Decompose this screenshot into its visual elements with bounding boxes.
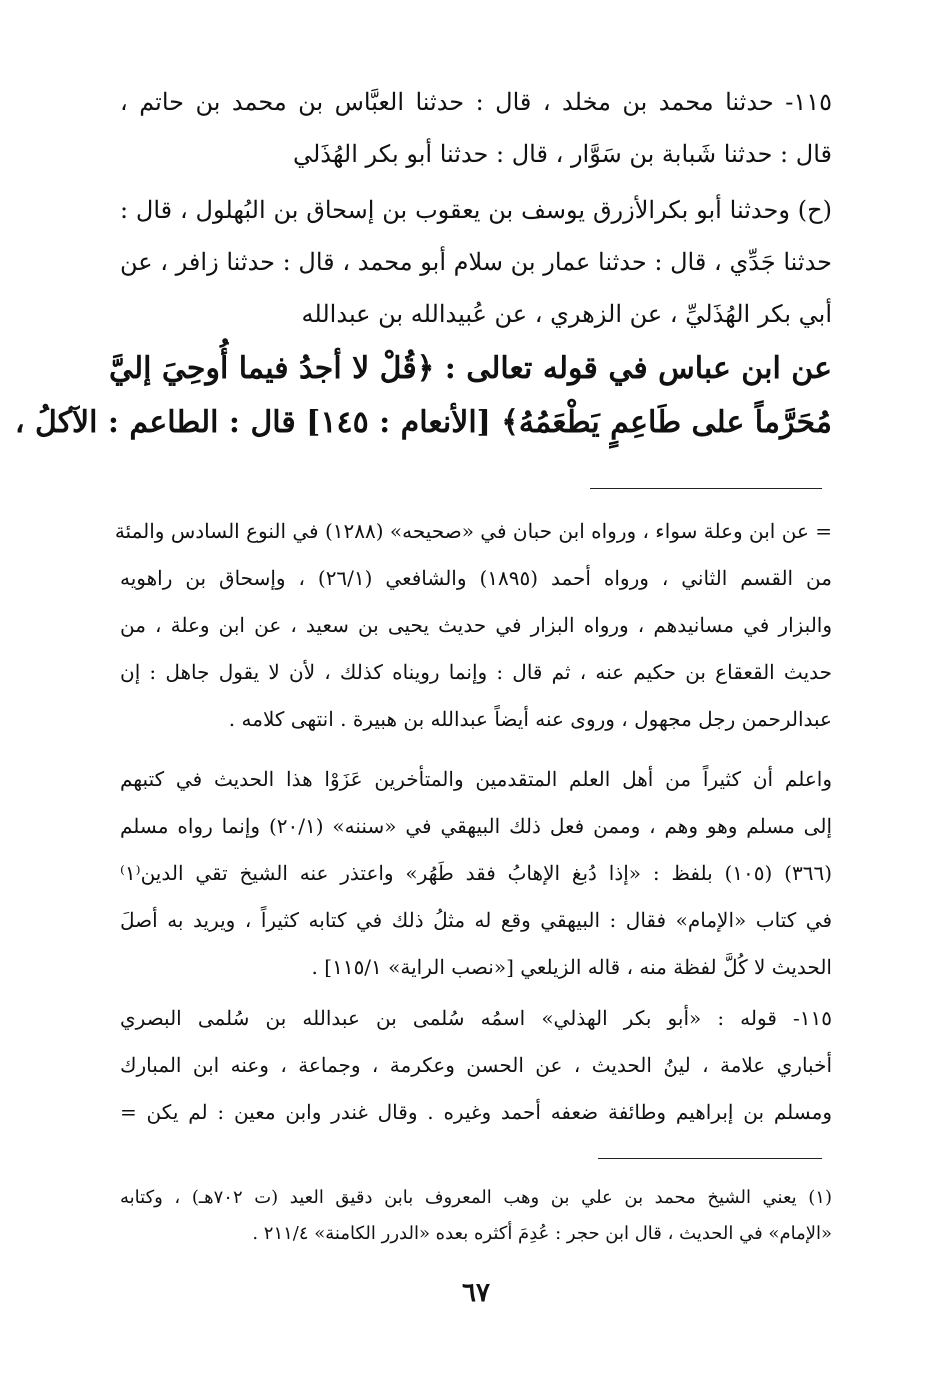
text-line: (٣٦٦) (١٠٥) بلفظ : «إذا دُبغ الإهابُ فقد طَهُر» واعتذر عنه الشيخ تقي الدين⁽١⁾ bbox=[120, 861, 832, 885]
hadith-isnad-second bbox=[120, 184, 832, 340]
text-line: عن ابن عباس في قوله تعالى : ﴿قُلْ لا أجدُ فيما أُوحِيَ إليَّ bbox=[108, 351, 832, 386]
text-line: = عن ابن وعلة سواء ، ورواه ابن حبان في «صحيحه» (١٢٨٨) في النوع السادس والمئة bbox=[114, 519, 832, 543]
text-line: من القسم الثاني ، ورواه أحمد (١٨٩٥) والشافعي (٢٦/١) ، وإسحاق بن راهويه bbox=[120, 566, 832, 590]
hadith-matn bbox=[14, 342, 832, 450]
commentary-paragraph bbox=[120, 995, 832, 1136]
footnote bbox=[120, 1180, 832, 1252]
text-line: قال : حدثنا شَبابة بن سَوَّار ، قال : حدثنا أبو بكر الهُذَلي bbox=[292, 140, 832, 168]
text-line: الحديث لا كُلَّ لفظة منه ، قاله الزيلعي [«نصب الراية» ١١٥/١] . bbox=[311, 955, 832, 979]
text-line: إلى مسلم وهو وهم ، وممن فعل ذلك البيهقي في «سننه» (٢٠/١) وإنما رواه مسلم bbox=[120, 814, 833, 838]
text-line: حديث القعقاع بن حكيم عنه ، ثم قال : وإنما رويناه كذلك ، لأن لا يقول جاهل : إن bbox=[120, 660, 832, 684]
text-line: حدثنا جَدِّي ، قال : حدثنا عمار بن سلام أبو محمد ، قال : حدثنا زافر ، عن bbox=[120, 248, 833, 276]
commentary-paragraph bbox=[120, 756, 832, 991]
text-line: أبي بكر الهُذَليِّ ، عن الزهري ، عن عُبيدالله بن عبدالله bbox=[301, 300, 832, 328]
text-line: ١١٥- قوله : «أبو بكر الهذلي» اسمُه سُلمى بن عبدالله بن سُلمى البصري bbox=[120, 1006, 832, 1030]
text-line: والبزار في مسانيدهم ، ورواه البزار في حديث يحيى بن سعيد ، عن ابن وعلة ، من bbox=[120, 613, 832, 637]
text-line: (١) يعني الشيخ محمد بن علي بن وهب المعروف بابن دقيق العيد (ت ٧٠٢هـ) ، وكتابه bbox=[120, 1187, 832, 1208]
text-line: «الإمام» في الحديث ، قال ابن حجر : عُدِمَ أكثره بعده «الدرر الكامنة» ٢١١/٤ . bbox=[252, 1223, 832, 1244]
text-line: مُحَرَّماً على طَاعِمٍ يَطْعَمُهُ﴾ [الأنعام : ١٤٥] قال : الطاعم : الآكلُ ، bbox=[14, 405, 832, 440]
text-line: ومسلم بن إبراهيم وطائفة ضعفه أحمد وغيره . وقال غندر وابن معين : لم يكن = bbox=[120, 1100, 832, 1124]
text-line: ١١٥- حدثنا محمد بن مخلد ، قال : حدثنا العبَّاس بن محمد بن حاتم ، bbox=[120, 88, 832, 116]
text-line: في كتاب «الإمام» فقال : البيهقي وقع له مثلُ ذلك في كتابه كثيراً ، ويريد به أصلَ bbox=[120, 908, 832, 932]
text-line: (ح) وحدثنا أبو بكرالأزرق يوسف بن يعقوب بن إسحاق بن البُهلول ، قال : bbox=[120, 196, 832, 224]
text-line: عبدالرحمن رجل مجهول ، وروى عنه أيضاً عبدالله بن هبيرة . انتهى كلامه . bbox=[228, 707, 832, 731]
commentary-divider bbox=[590, 488, 822, 489]
commentary-paragraph bbox=[114, 508, 832, 743]
hadith-isnad-first bbox=[120, 76, 832, 180]
page-number: ٦٧ bbox=[462, 1278, 490, 1308]
text-line: أخباري علامة ، لينُ الحديث ، عن الحسن وعكرمة ، وجماعة ، وعنه ابن المبارك bbox=[120, 1053, 832, 1077]
footnote-divider bbox=[598, 1158, 822, 1159]
text-line: واعلم أن كثيراً من أهل العلم المتقدمين والمتأخرين عَزَوْا هذا الحديث في كتبهم bbox=[120, 767, 832, 791]
